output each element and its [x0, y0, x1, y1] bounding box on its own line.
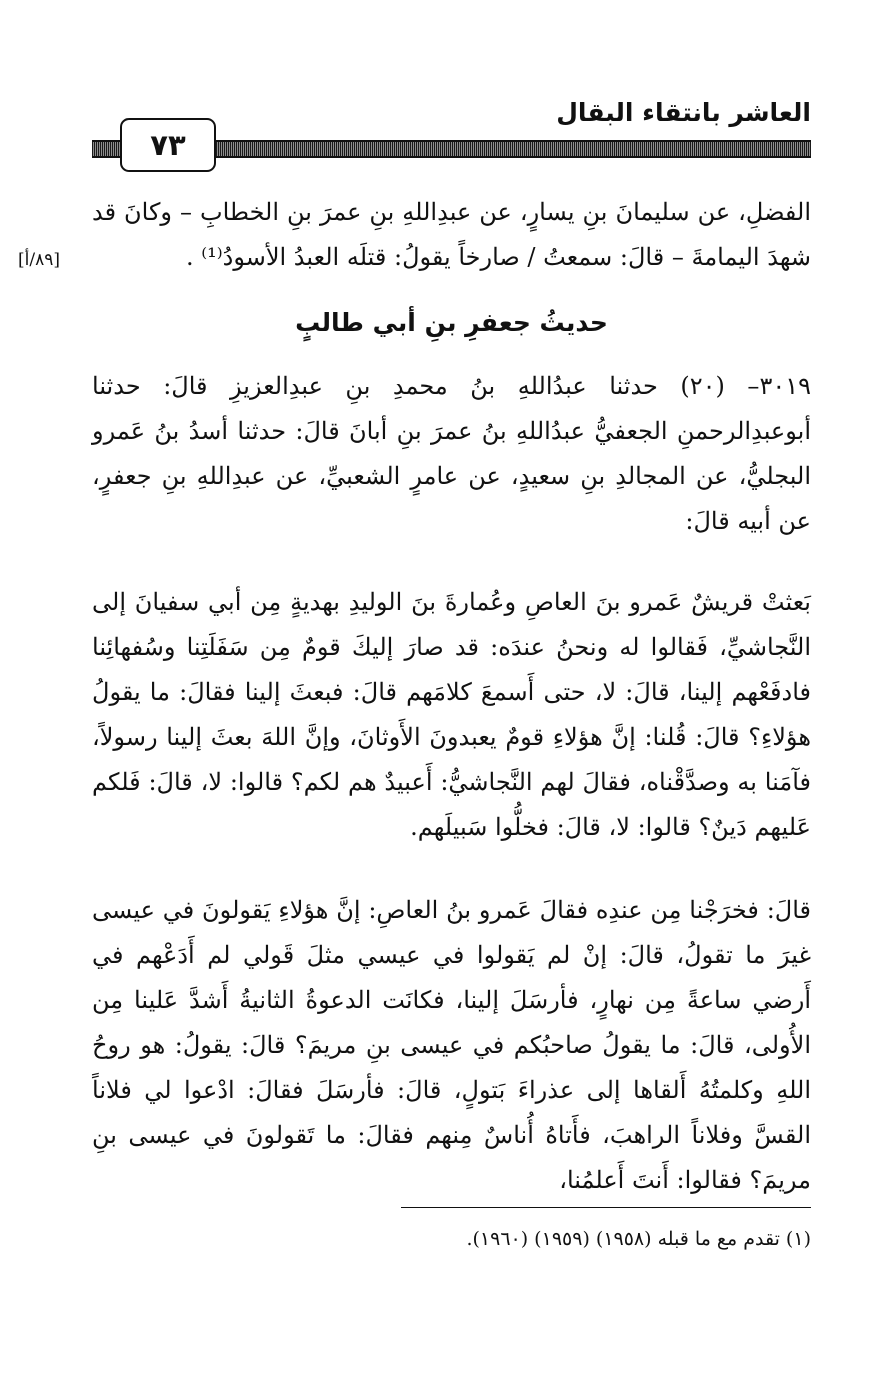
footnote: (١) تقدم مع ما قبله (١٩٥٨) (١٩٥٩) (١٩٦٠).	[466, 1228, 811, 1250]
footnote-separator	[401, 1207, 811, 1208]
page-number: ٧٣	[120, 118, 216, 172]
paragraph-isnad-continuation: الفضلِ، عن سليمانَ بنِ يسارٍ، عن عبدِاللهِ بنِ عمرَ بنِ الخطابِ – وكانَ قد شهدَ اليمامةَ – قالَ: سمعتُ / صارخاً يقولُ: قتلَه العبدُ الأسودُ⁽¹⁾ .	[92, 198, 811, 271]
paragraph-narrative-2: قالَ: فخرَجْنا مِن عندِه فقالَ عَمرو بنُ العاصِ: إنَّ هؤلاءِ يَقولونَ في عيسى غيرَ ما تقولُ، قالَ: إنْ لم يَقولوا في عيسي مثلَ قَولي لم أَدَعْهم في أَرضي ساعةً مِن نهارٍ، فأرسَلَ إلينا، فكانَت الدعوةُ الثانيةُ أَشدَّ عَلينا مِن الأُولى، قالَ: ما يقولُ صاحبُكم في عيسى بنِ مريمَ؟ قالَ: يقولُ: هو روحُ اللهِ وكلمتُهُ أَلقاها إلى عذراءَ بَتولٍ، قالَ: فأرسَلَ فقالَ: ادْعوا لي فلاناً القسَّ وفلاناً الراهبَ، فأَتاهُ أُناسٌ مِنهم فقالَ: ما تَقولونَ في عيسى بنِ مريمَ؟ فقالوا: أَنتَ أَعلمُنا،	[92, 896, 811, 1194]
section-heading: حديثُ جعفرِ بنِ أبي طالبٍ	[295, 308, 608, 337]
manuscript-folio-reference: [٨٩/أ]	[18, 250, 60, 270]
paragraph-hadith-chain: ٣٠١٩– (٢٠) حدثنا عبدُاللهِ بنُ محمدِ بنِ عبدِالعزيزِ قالَ: حدثنا أبوعبدِالرحمنِ الجعفيُّ عبدُاللهِ بنُ عمرَ بنِ أبانَ قالَ: حدثنا أسدُ بنُ عَمرو البجليُّ، عن المجالدِ بنِ سعيدٍ، عن عامرٍ الشعبيِّ، عن عبدِاللهِ بنِ جعفرٍ، عن أبيه قالَ:	[92, 372, 811, 535]
paragraph-narrative-1: بَعثتْ قريشٌ عَمرو بنَ العاصِ وعُمارةَ بنَ الوليدِ بهديةٍ مِن أبي سفيانَ إلى النَّجاشيِّ، فَقالوا له ونحنُ عندَه: قد صارَ إليكَ قومٌ مِن سَفَلَتِنا وسُفهائِنا فادفَعْهم إلينا، قالَ: لا، حتى أَسمعَ كلامَهم قالَ: فبعثَ إلينا فقالَ: ما يقولُ هؤلاءِ؟ قالَ: قُلنا: إنَّ هؤلاءِ قومٌ يعبدونَ الأَوثانَ، وإنَّ اللهَ بعثَ إلينا رسولاً، فآمَنا به وصدَّقْناه، فقالَ لهم النَّجاشيُّ: أَعبيدٌ هم لكم؟ قالوا: لا، قالَ: فَلكم عَليهم دَينٌ؟ قالوا: لا، قالَ: فخلُّوا سَبيلَهم.	[92, 588, 811, 841]
running-header-title: العاشر بانتقاء البقال	[556, 98, 811, 127]
